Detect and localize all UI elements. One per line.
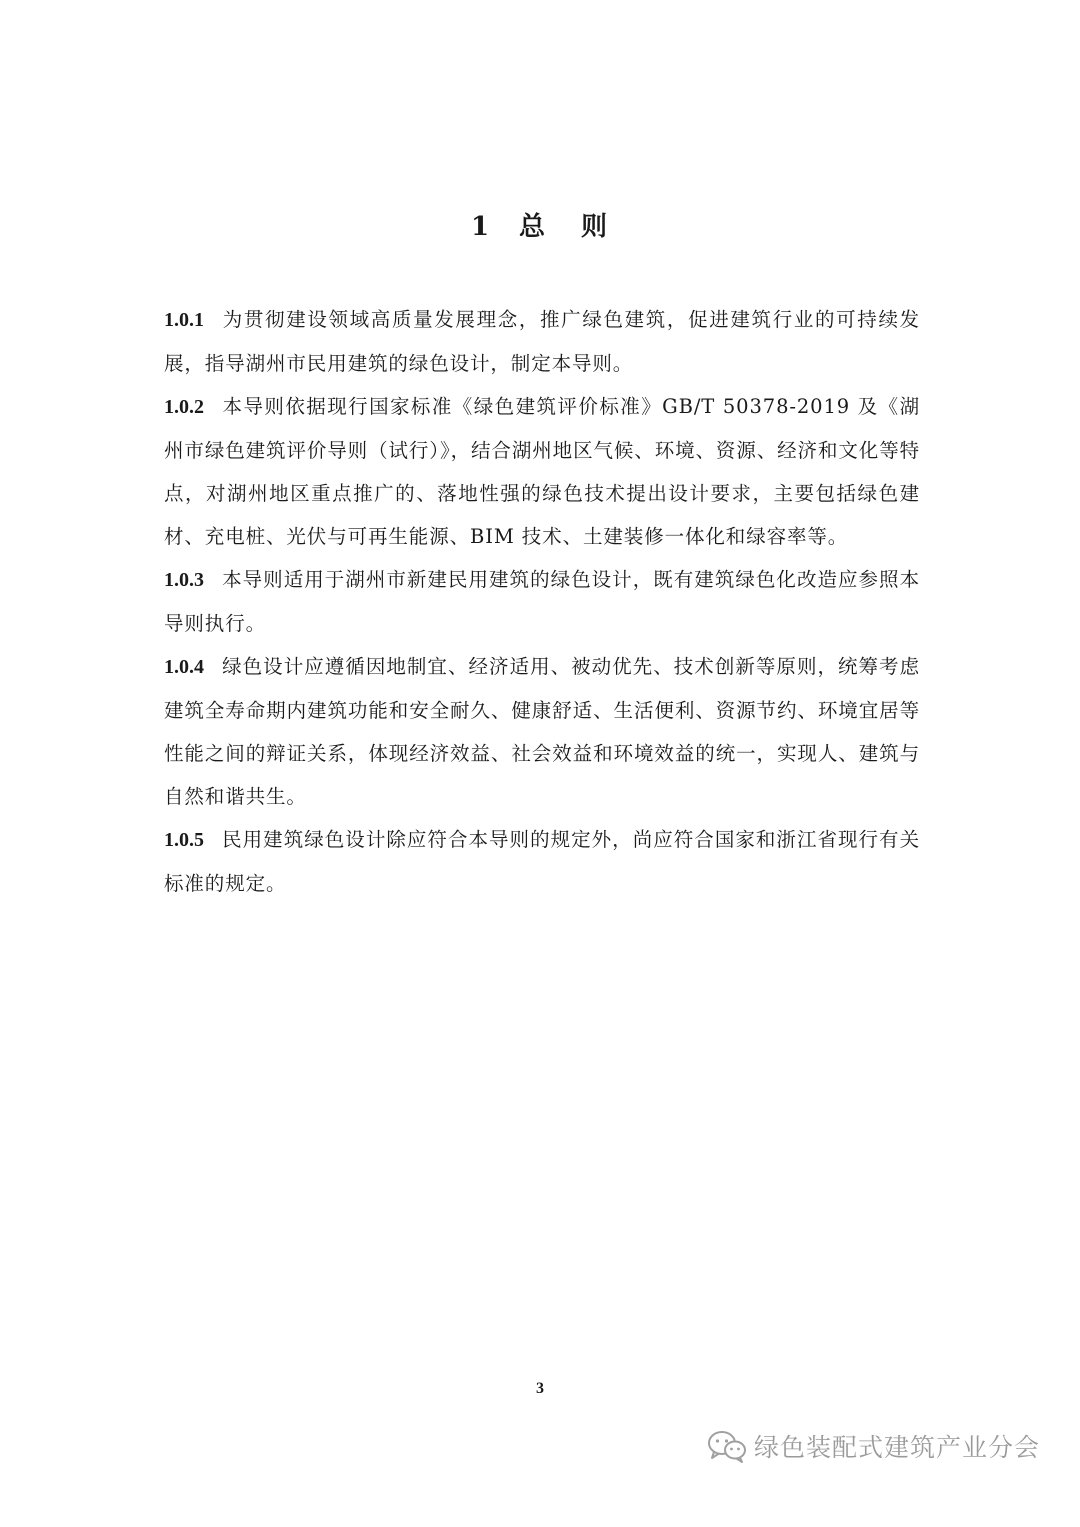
clause-number: 1.0.5 xyxy=(164,829,204,851)
clause-1-0-4 xyxy=(164,645,920,818)
clause-list xyxy=(164,298,920,905)
watermark xyxy=(706,1428,1040,1464)
chapter-title-char-1: 总 xyxy=(519,212,548,242)
clause-text: 本导则适用于湖州市新建民用建筑的绿色设计，既有建筑绿色化改造应参照本导则执行。 xyxy=(164,568,920,635)
clause-number: 1.0.2 xyxy=(164,396,204,418)
clause-1-0-3 xyxy=(164,558,920,645)
watermark-text: 绿色装配式建筑产业分会 xyxy=(754,1433,1041,1462)
page-title xyxy=(0,206,1080,243)
clause-number: 1.0.1 xyxy=(164,309,204,331)
clause-1-0-1 xyxy=(164,298,920,385)
clause-text: 本导则依据现行国家标准《绿色建筑评价标准》GB/T 50378-2019 及《湖州市绿色建筑评价导则（试行）》，结合湖州地区气候、环境、资源、经济和文化等特点，对湖州地区重点推广的、落地性强的绿色技术提出设计要求，主要包括绿色建材、充电桩、光伏与可再生能源、BIM 技术、土建装修一体化和绿容率等。 xyxy=(164,395,920,548)
clause-text: 民用建筑绿色设计除应符合本导则的规定外，尚应符合国家和浙江省现行有关标准的规定。 xyxy=(164,828,920,895)
clause-1-0-2 xyxy=(164,385,920,558)
chapter-number: 1 xyxy=(470,212,492,242)
clause-text: 绿色设计应遵循因地制宜、经济适用、被动优先、技术创新等原则，统筹考虑建筑全寿命期内建筑功能和安全耐久、健康舒适、生活便利、资源节约、环境宜居等性能之间的辩证关系，体现经济效益、社会效益和环境效益的统一，实现人、建筑与自然和谐共生。 xyxy=(164,655,920,808)
wechat-icon xyxy=(706,1428,748,1464)
clause-number: 1.0.4 xyxy=(164,656,204,678)
page-number: 3 xyxy=(536,1380,544,1397)
clause-text: 为贯彻建设领域高质量发展理念，推广绿色建筑，促进建筑行业的可持续发展，指导湖州市民用建筑的绿色设计，制定本导则。 xyxy=(164,308,920,375)
clause-1-0-5 xyxy=(164,818,920,905)
clause-number: 1.0.3 xyxy=(164,569,204,591)
chapter-title-char-2: 则 xyxy=(581,212,610,242)
